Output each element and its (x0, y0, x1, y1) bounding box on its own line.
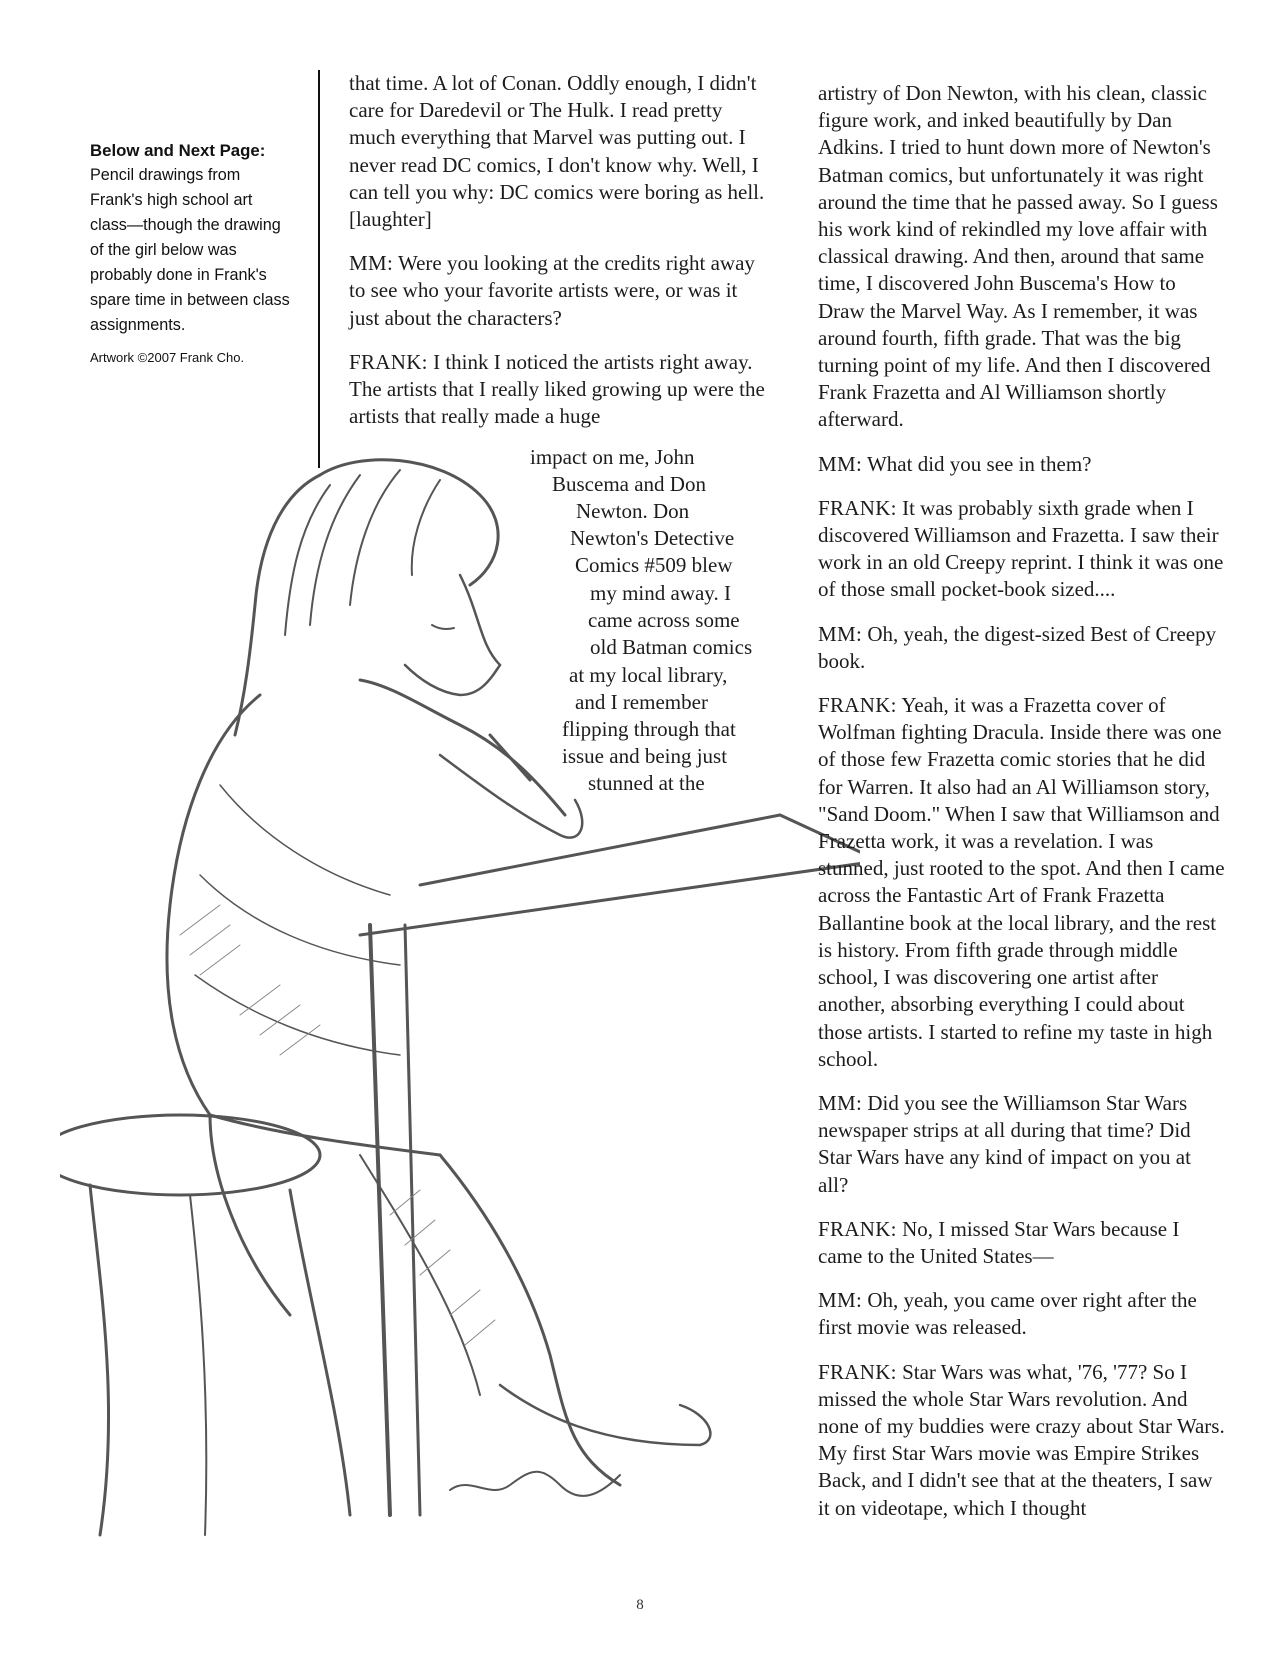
right-paragraph-5 (818, 692, 1226, 1073)
right-paragraph-8-text: Oh, yeah, you came over right after the first movie was released. (818, 1288, 1197, 1340)
middle-paragraph-2 (349, 250, 769, 332)
wrap-line: my mind away. I (590, 581, 731, 605)
right-paragraph-3 (818, 495, 1226, 604)
middle-column (349, 70, 769, 447)
speaker-label: FRANK: (349, 349, 428, 374)
wrap-line: issue and being just (562, 744, 728, 768)
middle-paragraph-3-text: I think I noticed the artists right away. The artists that I really liked growing up were the artists that really made a huge (349, 349, 765, 429)
right-paragraph-1: artistry of Don Newton, with his clean, classic figure work, and inked beautifully by Dan Adkins. I tried to hunt down more of Newton's Batman comics, but unfortunately it was right around the time that he passed away. So I guess his work kind of rekindled my love affair with classical drawing. And then, around that same time, I discovered John Buscema's How to Draw the Marvel Way. As I remember, it was around fourth, fifth grade. That was the big turning point of my life. And then I discovered Frank Frazetta and Al Williamson shortly afterward. (818, 81, 1218, 432)
speaker-label: MM: (349, 251, 394, 276)
page-number: 8 (636, 1597, 644, 1613)
pencil-drawing-girl (60, 455, 863, 1590)
right-paragraph-8 (818, 1287, 1226, 1341)
right-paragraph-3-text: It was probably sixth grade when I discovered Williamson and Frazetta. I saw their work in an old Creepy reprint. I think it was one of those small pocket-book sized.... (818, 495, 1224, 602)
caption-body: Pencil drawings from Frank's high school art class—though the drawing of the girl below was probably done in Frank's spare time in between class assignments. (90, 166, 290, 334)
wrap-line: Newton's Detective (570, 526, 735, 550)
wrap-line: Newton. Don (576, 499, 690, 523)
wrap-line: and I remember (575, 690, 708, 714)
caption-heading: Below and Next Page: (90, 141, 266, 160)
caption (90, 138, 290, 367)
wrap-line: impact on me, John (530, 445, 695, 469)
speaker-label: MM: (818, 1090, 863, 1115)
right-paragraph-6 (818, 1090, 1226, 1199)
middle-paragraph-1: that time. A lot of Conan. Oddly enough, I didn't care for Daredevil or The Hulk. I read pretty much everything that Marvel was putting out. I never read DC comics, I don't know why. Well, I can tell you why: DC comics were boring as hell. [laughter] (349, 71, 765, 232)
wrap-line: Buscema and Don (552, 472, 706, 496)
wrap-line: old Batman comics (590, 635, 753, 659)
right-paragraph-4 (818, 621, 1226, 675)
right-paragraph-9 (818, 1359, 1226, 1522)
vertical-rule (318, 70, 320, 468)
speaker-label: MM: (818, 451, 863, 476)
right-paragraph-5-text: Yeah, it was a Frazetta cover of Wolfman fighting Dracula. Inside there was one of those few Frazetta comic stories that he did for Warren. It also had an Al Williamson story, "Sand Doom." When I saw that Williamson and Frazetta work, it was a revelation. I was stunned, just rooted to the spot. And then I came across the Fantastic Art of Frank Frazetta Ballantine book at the local library, and the rest is history. From fifth grade through middle school, I was discovering one artist after another, absorbing everything I could about those artists. I started to refine my taste in high school. (818, 693, 1225, 1071)
right-paragraph-4-text: Oh, yeah, the digest-sized Best of Creepy book. (818, 621, 1217, 673)
speaker-label: FRANK: (818, 1216, 897, 1241)
wrap-line: at my local library, (569, 663, 728, 687)
wrap-line: flipping through that (562, 717, 736, 741)
middle-paragraph-3 (349, 349, 769, 431)
right-paragraph-7-text: No, I missed Star Wars because I came to the United States— (818, 1216, 1180, 1268)
wrap-line: Comics #509 blew (575, 553, 733, 577)
right-column (818, 80, 1226, 1539)
right-paragraph-6-text: Did you see the Williamson Star Wars newspaper strips at all during that time? Did Star Wars have any kind of impact on you at all? (818, 1090, 1191, 1197)
speaker-label: FRANK: (818, 495, 897, 520)
wrap-line: stunned at the (588, 771, 705, 795)
wrap-line: came across some (588, 608, 740, 632)
speaker-label: MM: (818, 1288, 863, 1313)
caption-credit: Artwork ©2007 Frank Cho. (90, 350, 245, 365)
speaker-label: FRANK: (818, 693, 897, 718)
speaker-label: MM: (818, 621, 863, 646)
right-paragraph-7 (818, 1216, 1226, 1270)
right-paragraph-2 (818, 451, 1226, 478)
right-paragraph-2-text: What did you see in them? (866, 451, 1092, 476)
right-paragraph-9-text: Star Wars was what, '76, '77? So I missed the whole Star Wars revolution. And none of my buddies were crazy about Star Wars. My first Star Wars movie was Empire Strikes Back, and I didn't see that at the theaters, I saw it on videotape, which I thought (818, 1359, 1225, 1520)
speaker-label: FRANK: (818, 1359, 897, 1384)
middle-paragraph-2-text: Were you looking at the credits right away to see who your favorite artists were, or was it just about the characters? (349, 251, 755, 330)
